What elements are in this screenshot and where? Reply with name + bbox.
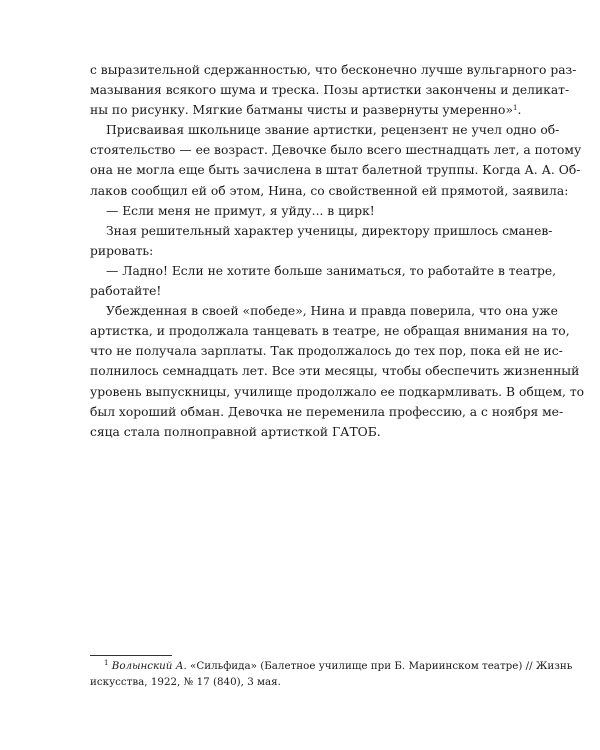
text-line: стоятельство — ее возраст. Девочке было всего шестнадцать лет, а потому xyxy=(90,143,582,158)
footnote-author: Волынский А. xyxy=(111,660,187,672)
text-line-content: ны по рисунку. Мягкие батманы чисты и развернуты умеренно» xyxy=(90,103,513,118)
text-line: артистка, и продолжала танцевать в театре, не обращая внимания на то, xyxy=(90,324,570,339)
text-line: что не получала зарплаты. Так продолжалось до тех пор, пока ей не ис- xyxy=(90,344,563,359)
text-line: уровень выпускницы, училище продолжало ее подкармливать. В общем, то xyxy=(90,384,585,399)
text-line: полнилось семнадцать лет. Все эти месяцы, чтобы обеспечить жизненный xyxy=(90,364,580,379)
text-line: лаков сообщил ей об этом, Нина, со свойственной ей прямотой, заявила: xyxy=(90,183,569,198)
footnote-divider xyxy=(90,655,172,656)
text-line: мазывания всякого шума и треска. Позы артистки закончены и деликат- xyxy=(90,83,570,98)
footnote-number: 1 xyxy=(104,659,109,667)
dialogue-line: — Ладно! Если не хотите больше заниматься, то работайте в театре, xyxy=(106,263,557,278)
text-line: был хороший обман. Девочка не переменила профессию, а с ноября ме- xyxy=(90,404,564,419)
text-line: ны по рисунку. Мягкие батманы чисты и развернуты умеренно»$^1$. xyxy=(90,103,522,118)
text-line: сяца стала полноправной артисткой ГАТОБ. xyxy=(90,424,381,439)
text-line: работайте! xyxy=(90,284,162,299)
footnote-line xyxy=(90,658,573,674)
paragraph-start: Убежденная в своей «победе», Нина и правда поверила, что она уже xyxy=(106,304,558,319)
dialogue-line: — Если меня не примут, я уйду... в цирк! xyxy=(106,203,375,218)
footnote-citation: «Сильфида» (Балетное училище при Б. Мариинском театре) // Жизнь xyxy=(190,660,573,672)
text-line: с выразительной сдержанностью, что бесконечно лучше вульгарного раз- xyxy=(90,63,577,77)
text-line: она не могла еще быть зачислена в штат балетной труппы. Когда А. А. Об- xyxy=(90,163,581,178)
footnote-ref[interactable]: 1 xyxy=(512,104,518,113)
footnote-line: искусства, 1922, № 17 (840), 3 мая. xyxy=(90,676,281,688)
footnote xyxy=(90,658,573,690)
paragraph-start: Зная решительный характер ученицы, директору пришлось сманев- xyxy=(106,223,553,238)
body-text xyxy=(90,60,585,442)
paragraph-start: Присваивая школьнице звание артистки, рецензент не учел одно об- xyxy=(106,123,560,138)
text-line: рировать: xyxy=(90,243,154,258)
